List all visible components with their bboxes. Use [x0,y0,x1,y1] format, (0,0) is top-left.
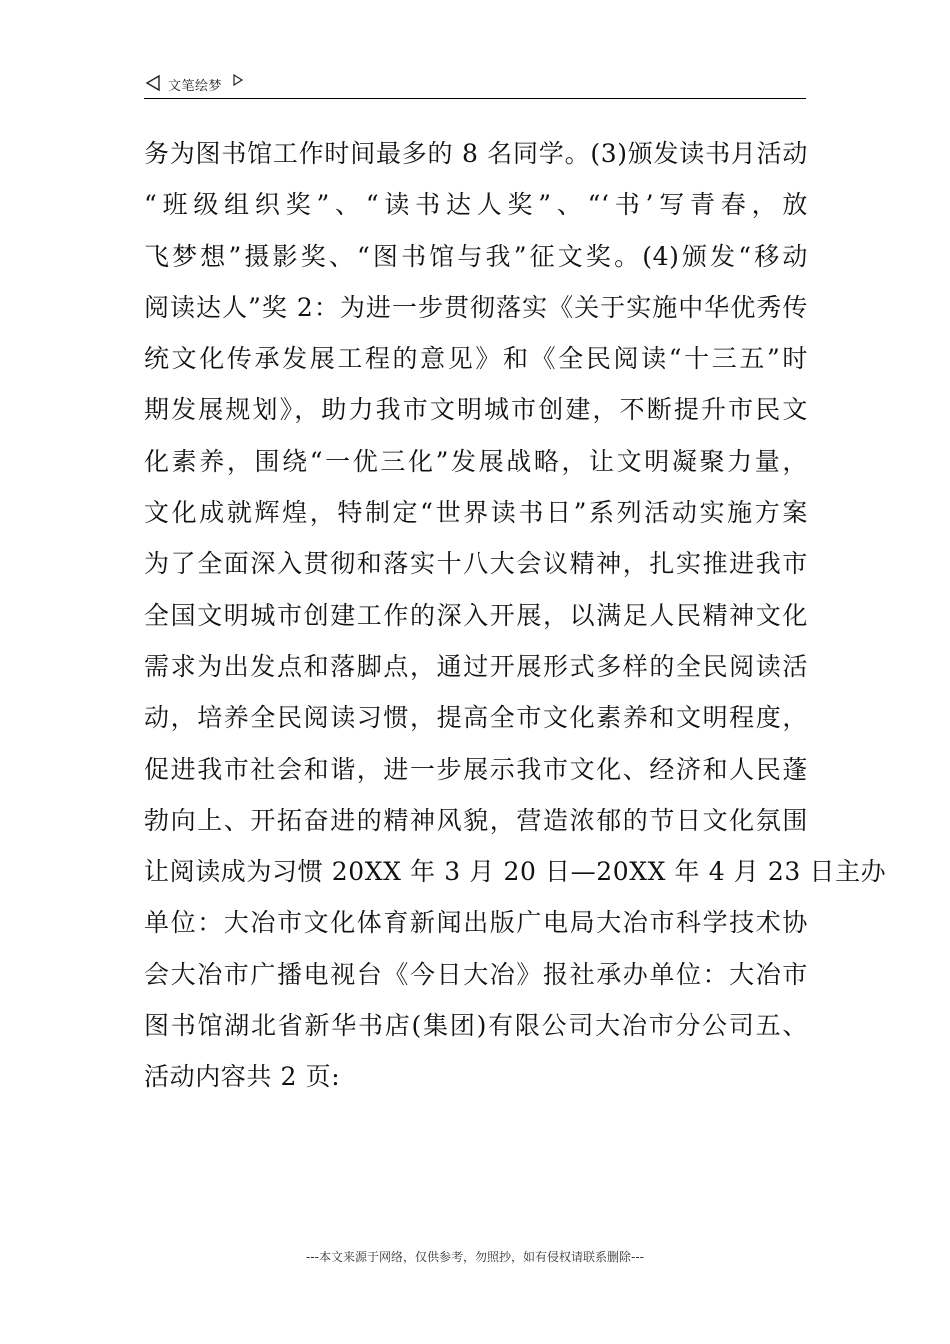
text-line: 让阅读成为习惯 20XX 年 3 月 20 日—20XX 年 4 月 23 日主办 [144,857,887,887]
text-line: 单位：大冶市文化体育新闻出版广电局大冶市科学技术协 [144,908,808,938]
body-text [144,128,887,1103]
page-header [144,72,806,99]
text-line: 为了全面深入贯彻和落实十八大会议精神，扎实推进我市 [144,549,808,579]
text-line: 全国文明城市创建工作的深入开展，以满足人民精神文化 [144,600,808,630]
text-line: “班级组织奖”、“读书达人奖”、“‘书’写青春，放 [144,190,808,220]
text-line: 统文化传承发展工程的意见》和《全民阅读“十三五”时 [144,344,808,374]
text-line: 会大冶市广播电视台《今日大冶》报社承办单位：大冶市 [144,959,808,989]
text-line: 期发展规划》，助力我市文明城市创建，不断提升市民文 [144,395,808,425]
left-triangle-icon [144,74,162,92]
text-line: 促进我市社会和谐，进一步展示我市文化、经济和人民蓬 [144,754,808,784]
right-triangle-icon [232,73,244,87]
text-line: 阅读达人”奖 2：为进一步贯彻落实《关于实施中华优秀传 [144,292,808,322]
text-line: 飞梦想”摄影奖、“图书馆与我”征文奖。(4)颁发“移动 [144,241,808,271]
text-line: 需求为出发点和落脚点，通过开展形式多样的全民阅读活 [144,651,808,681]
text-line: 化素养，围绕“一优三化”发展战略，让文明凝聚力量， [144,446,808,476]
header-title: 文笔绘梦 [168,79,223,94]
text-line: 勃向上、开拓奋进的精神风貌，营造浓郁的节日文化氛围 [144,805,808,835]
text-line: 务为图书馆工作时间最多的 8 名同学。(3)颁发读书月活动 [144,139,808,168]
text-line: 文化成就辉煌，特制定“世界读书日”系列活动实施方案 [144,498,808,528]
text-line-last: 活动内容共 2 页: [144,1062,341,1092]
text-line: 图书馆湖北省新华书店(集团)有限公司大冶市分公司五、 [144,1011,808,1041]
page-footer: ---本文来源于网络，仅供参考，勿照抄，如有侵权请联系删除--- [306,1250,644,1264]
text-line: 动，培养全民阅读习惯，提高全市文化素养和文明程度， [144,703,808,733]
